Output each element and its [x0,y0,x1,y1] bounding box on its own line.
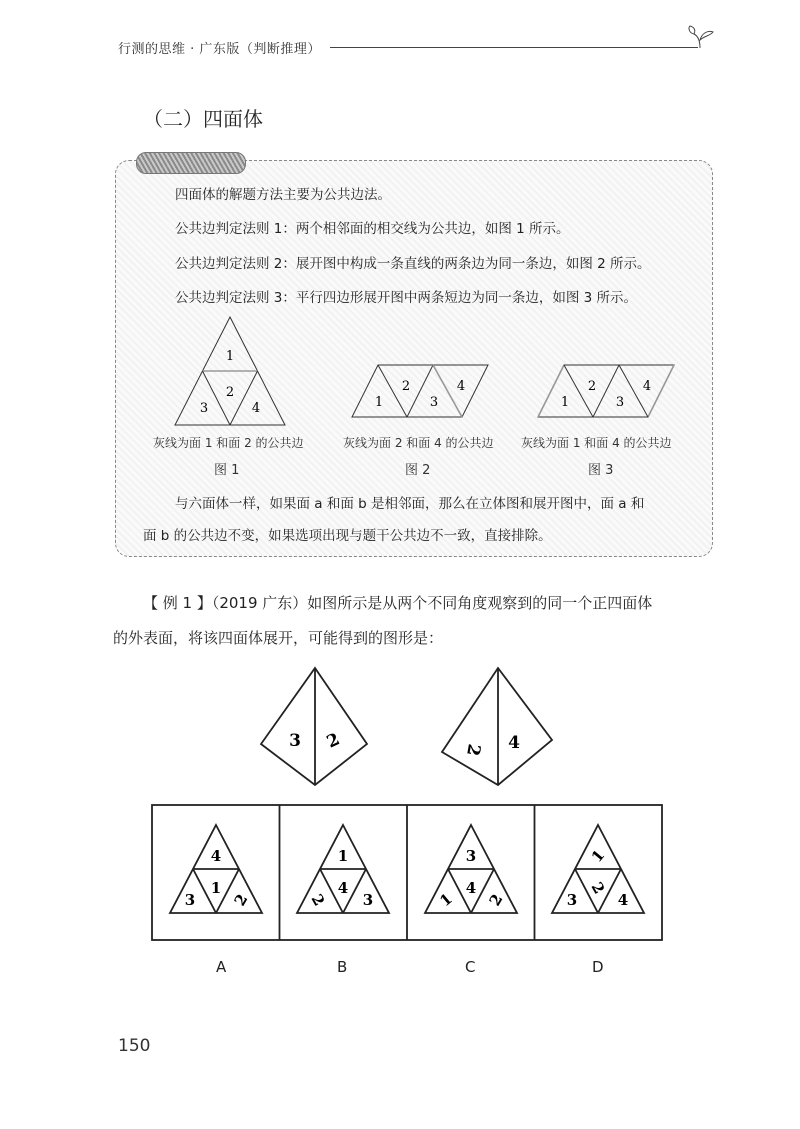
figure-1-label: 图 1 [214,463,240,478]
section-title: （二）四面体 [143,107,263,131]
option-b-net [297,825,389,913]
face-label: 2 [307,890,329,910]
face-label: 3 [289,731,301,751]
face-label: 2 [485,890,507,910]
face-label: 4 [642,379,652,394]
option-a-net [170,825,262,913]
example-line-1: 【 例 1 】（2019 广东）如图所示是从两个不同角度观察到的同一个正四面体 [143,594,653,612]
figure-3-label: 图 3 [588,463,614,478]
method-tag-decoration [136,152,246,174]
face-label: 1 [560,395,570,410]
header-rule [330,47,698,48]
face-label: 2 [462,742,484,758]
face-label: 2 [587,878,609,898]
option-d-net [552,825,644,913]
face-label: 3 [566,891,578,909]
example-line-2: 的外表面，将该四面体展开，可能得到的图形是： [113,629,444,647]
method-intro: 四面体的解题方法主要为公共边法。 [175,187,391,203]
face-label: 2 [401,379,411,394]
face-label: 4 [210,847,222,865]
face-label: 2 [323,729,344,753]
figure-3-net [536,360,686,422]
face-label: 3 [362,891,374,909]
figure-3-caption: 灰线为面 1 和面 4 的公共边 [521,436,672,450]
figure-2-caption: 灰线为面 2 和面 4 的公共边 [343,436,494,450]
face-label: 1 [337,847,349,865]
face-label: 1 [210,879,222,897]
face-label: 3 [615,395,625,410]
face-label: 1 [374,395,384,410]
rule-1: 公共边判定法则 1：两个相邻面的相交线为公共边，如图 1 所示。 [175,221,570,237]
rule-2: 公共边判定法则 2：展开图中构成一条直线的两条边为同一条边，如图 2 所示。 [175,256,651,272]
figure-1-net [170,312,295,430]
figure-2-label: 图 2 [405,463,431,478]
tetrahedron-view-2 [438,662,558,792]
tetrahedron-view-1 [255,662,375,792]
face-label: 3 [465,847,477,865]
running-header: 行测的思维 · 广东版（判断推理） [118,42,321,57]
figure-1-caption: 灰线为面 1 和面 2 的公共边 [153,436,304,450]
face-label: 3 [429,395,439,410]
note-line-2: 面 b 的公共边不变，如果选项出现与题干公共边不一致，直接排除。 [143,528,552,544]
option-c-net [425,825,517,913]
options-panel [150,803,665,943]
face-label: 2 [225,385,235,400]
option-a-label: A [216,958,227,976]
rule-3: 公共边判定法则 3：平行四边形展开图中两条短边为同一条边，如图 3 所示。 [175,290,638,306]
face-label: 4 [617,891,629,909]
face-label: 3 [199,401,209,416]
face-label: 4 [465,879,477,897]
face-label: 3 [184,891,196,909]
face-label: 4 [508,733,520,753]
face-label: 4 [251,401,261,416]
option-b-label: B [337,958,348,976]
note-line-1: 与六面体一样，如果面 a 和面 b 是相邻面，那么在立体图和展开图中，面 a 和 [175,496,645,512]
figure-2-net [350,360,500,422]
face-label: 1 [587,846,609,866]
face-label: 1 [436,889,456,911]
face-label: 2 [587,379,597,394]
face-label: 4 [337,879,349,897]
page-number: 150 [118,1036,151,1056]
sprout-icon [686,24,716,50]
face-label: 1 [225,349,235,364]
option-c-label: C [465,958,476,976]
face-label: 4 [456,379,466,394]
face-label: 2 [230,890,252,910]
option-d-label: D [592,958,604,976]
